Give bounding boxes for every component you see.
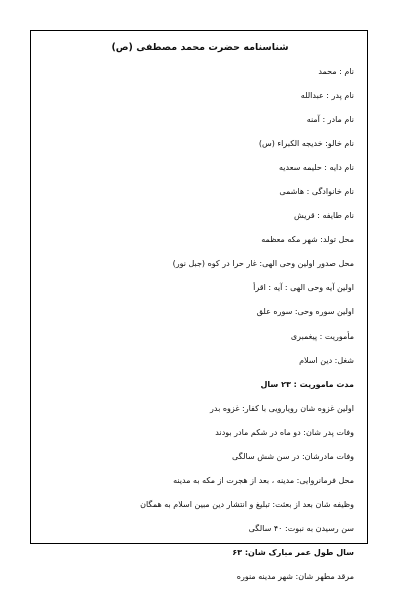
info-line-mother: نام مادر : آمنه [306,115,354,125]
info-line-wife: نام خالو: خدیجه الکبراء (س) [258,139,354,149]
info-line-lifespan: سال طول عمر مبارک شان: ۶۳ [232,547,354,557]
info-line-father: نام پدر : عبدالله [300,91,354,101]
info-list [84,66,354,595]
info-line-first-surah: اولین سوره وحی: سوره علق [256,307,354,317]
info-line-prophethood-age: سن رسیدن به نبوت: ۴۰ سالگی [248,523,354,533]
info-line-mother-death: وفات مادرشان: در سن شش سالگی [231,451,354,461]
info-line-first-verse: اولین آیه وحی الهی : آیه : اقرأ [253,283,354,293]
info-line-first-battle: اولین غزوه شان رویارویی با کفار: غزوه بدر [210,403,354,413]
info-line-birthplace: محل تولد: شهر مکه معظمه [261,235,354,245]
info-line-job: شغل: دین اسلام [299,355,354,365]
info-line-name: نام : محمد [318,67,354,76]
info-line-mission-duration: مدت ماموریت : ۲۳ سال [260,379,354,389]
info-line-tribe: نام طایفه : قریش [294,211,354,221]
info-line-nurse: نام دایه : حلیمه سعدیه [279,163,354,173]
info-line-duty: وظیفه شان بعد از بعثت: تبلیغ و انتشار دین مبین اسلام به همگان [140,499,354,509]
info-line-family: نام خانوادگی : هاشمی [279,187,354,197]
info-line-shrine: مرقد مطهر شان: شهر مدینه منوره [236,571,354,581]
info-line-father-death: وفات پدر شان: دو ماه در شکم مادر بودند [215,427,354,437]
document-title: شناسنامه حضرت محمد مصطفی (ص) [111,42,289,53]
info-line-mission: مأموریت : پیغمبری [290,331,354,341]
info-line-first-revelation-place: محل صدور اولین وحی الهی: غار حرا در کوه (جبل نور) [172,259,354,269]
info-line-rule-place: محل فرمانروایی: مدینه ، بعد از هجرت از مکه به مدینه [173,475,354,485]
